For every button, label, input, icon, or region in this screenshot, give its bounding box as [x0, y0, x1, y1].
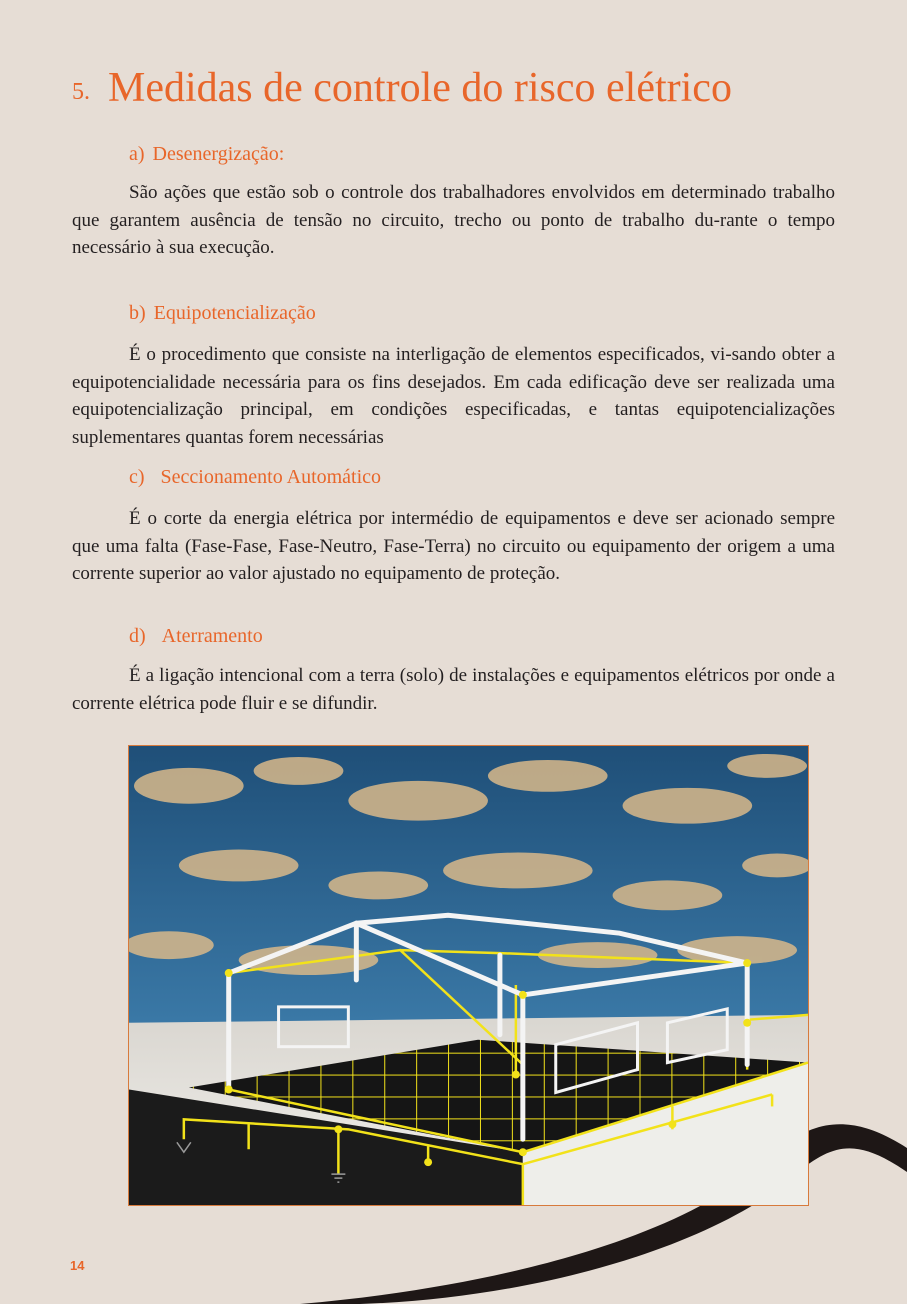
paragraph-desenergizacao: São ações que estão sob o controle dos trabalhadores envolvidos em determinado trabalho que garantem ausência de tensão no circuito, trecho ou ponto de trabalho du-rante o tempo necessário à sua execução. [72, 182, 835, 258]
grounding-illustration [128, 745, 809, 1206]
subheading-letter: b) [129, 302, 146, 324]
paragraph-equipotencializacao: É o procedimento que consiste na interligação de elementos especificados, vi-sando obter a equipotencialidade necessária para os fins desejados. Em cada edificação deve ser realizada uma equipotencialização principal, em condições especificadas, e tantas equipotencializações suplementares quantas forem necessárias [72, 344, 835, 448]
subheading-seccionamento [129, 466, 381, 489]
paragraph-seccionamento: É o corte da energia elétrica por intermédio de equipamentos e deve ser acionado sempre que uma falta (Fase-Fase, Fase-Neutro, Fase-Terra) no circuito ou equipamento der origem a uma corrente superior ao valor ajustado no equipamento de proteção. [72, 508, 835, 584]
section-title: Medidas de controle do risco elétrico [108, 65, 732, 111]
subheading-equipotencializacao [129, 302, 316, 325]
section-number: 5. [72, 79, 90, 105]
subheading-letter: a) [129, 143, 145, 165]
subheading-aterramento [129, 625, 263, 648]
subheading-text: Equipotencialização [153, 302, 316, 324]
subheading-text: Seccionamento Automático [160, 466, 382, 488]
subheading-desenergizacao [129, 143, 284, 166]
paragraph-aterramento: É a ligação intencional com a terra (solo) de instalações e equipamentos elétricos por onde a corrente elétrica pode fluir e se difundir. [72, 665, 835, 714]
subheading-letter: d) [129, 625, 146, 647]
subheading-text: Desenergização: [152, 143, 285, 165]
page-number: 14 [70, 1258, 85, 1273]
page-title [72, 64, 732, 112]
subheading-text: Aterramento [161, 625, 263, 647]
subheading-letter: c) [129, 466, 145, 488]
